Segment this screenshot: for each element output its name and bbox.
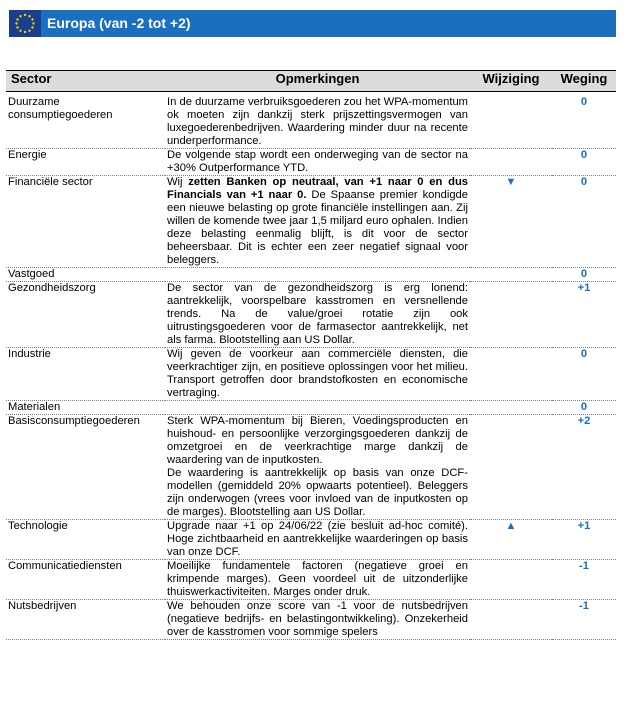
table-row	[6, 415, 616, 520]
change-indicator	[470, 401, 552, 415]
sector-name: Communicatiediensten	[8, 560, 122, 572]
note-paragraph: Sterk WPA-momentum bij Bieren, Voedingsproducten en huishoud- en persoonlijke verzorgingsgoederen dankzij de omzetgroei en de veerkrachtige marge dankzij de waardering van de inputkosten.	[167, 415, 468, 466]
sector-note: Moeilijke fundamentele factoren (negatieve groei en krimpende marges). Geen voordeel uit de uitzonderlijke thuiswerkactiviteiten. Marges onder druk.	[167, 560, 468, 598]
down-arrow-icon: ▼	[505, 176, 517, 188]
sector-note	[165, 415, 470, 520]
column-header-remarks: Opmerkingen	[275, 71, 360, 86]
sector-note: Wij geven de voorkeur aan commerciële diensten, die veerkrachtiger zijn, en positieve oplossingen voor het milieu. Transport getroffen door brandstofkosten en economische vertraging.	[167, 348, 468, 399]
sector-name: Vastgoed	[8, 268, 55, 280]
sector-table	[6, 70, 616, 640]
sector-note: De volgende stap wordt een onderweging van de sector na +30% Outperformance YTD.	[167, 149, 468, 174]
change-indicator	[470, 348, 552, 401]
sector-name: Energie	[8, 149, 47, 161]
note-text: Wij	[167, 176, 189, 188]
table-row	[6, 282, 616, 348]
note-paragraph: De waardering is aantrekkelijk op basis van onze DCF-modellen (gemiddeld 20% opwaarts potentieel). Beleggers zijn onderwogen (vrees voor invloed van de inputkosten op de marges). Blootstelling aan US Dollar.	[167, 467, 468, 518]
weight-value: 0	[580, 176, 588, 188]
sector-note: In de duurzame verbruiksgoederen zou het WPA-momentum ok moeten zijn dankzij sterk prijszettingsvermogen van luxegoederenbedrijven. Waardering minder duur na recente underperformance.	[167, 96, 468, 147]
eu-flag-icon	[9, 10, 41, 37]
sector-note	[165, 268, 470, 282]
change-indicator	[470, 282, 552, 348]
weight-value: +1	[577, 520, 591, 532]
weight-value: 0	[580, 96, 588, 108]
weight-value: 0	[580, 401, 588, 413]
sector-name: Duurzame consumptiegoederen	[8, 96, 113, 121]
column-header-weight: Weging	[560, 71, 608, 86]
table-header-row	[6, 71, 616, 92]
column-header-change: Wijziging	[482, 71, 540, 86]
sector-name: Gezondheidszorg	[8, 282, 96, 294]
up-arrow-icon: ▲	[505, 520, 517, 532]
table-row	[6, 401, 616, 415]
change-indicator	[470, 415, 552, 520]
change-indicator	[470, 268, 552, 282]
table-row	[6, 520, 616, 560]
weight-value: -1	[579, 600, 589, 612]
column-header-sector: Sector	[11, 71, 52, 86]
table-row	[6, 268, 616, 282]
weight-value: 0	[580, 268, 588, 280]
sector-name: Technologie	[8, 520, 68, 532]
weight-value: -1	[579, 560, 589, 572]
sector-name: Materialen	[8, 401, 61, 413]
weight-value: 0	[580, 348, 588, 360]
change-indicator	[470, 96, 552, 149]
weight-value: +1	[577, 282, 591, 294]
sector-name: Industrie	[8, 348, 51, 360]
sector-note	[165, 401, 470, 415]
note-text: De Spaanse premier kondigde een nieuwe belasting op grote financiële instellingen aan. Zij willen de komende twee jaar 1,5 miljard euro ophalen. Indien deze belasting eenmalig blijft, is dit voor de sector beheersbaar. Dit is echter een zeer negatief signaal voor beleggers.	[167, 189, 469, 266]
table-row	[6, 176, 616, 268]
sector-name: Financiële sector	[8, 176, 93, 188]
sector-note: We behouden onze score van -1 voor de nutsbedrijven (negatieve bedrijfs- en belastingontwikkeling). Onzekerheid over de kasstromen voor sommige spelers	[167, 600, 468, 638]
sector-note	[165, 176, 470, 268]
change-indicator	[470, 560, 552, 600]
sector-note: De sector van de gezondheidszorg is erg lonend: aantrekkelijk, voorspelbare kasstromen en versnellende trends. Na de value/groei rotatie zijn ook uitrustingsgoederen voor de farmasector aantrekkelijk, net als farma. Blootstelling aan US Dollar.	[167, 282, 468, 346]
sector-name: Basisconsumptiegoederen	[8, 415, 140, 427]
weight-value: 0	[580, 149, 588, 161]
note-highlight: zetten Banken op neutraal, van +1 naar 0 en dus Financials van +1 naar 0.	[167, 176, 468, 201]
weight-value: +2	[577, 415, 591, 427]
sector-note: Upgrade naar +1 op 24/06/22 (zie besluit ad-hoc comité). Hoge zichtbaarheid en aantrekkelijke waarderingen op basis van onze DCF.	[167, 520, 468, 558]
table-row	[6, 149, 616, 176]
sector-name: Nutsbedrijven	[8, 600, 77, 612]
table-row	[6, 96, 616, 149]
change-indicator	[470, 600, 552, 640]
change-indicator	[470, 149, 552, 176]
table-row	[6, 560, 616, 600]
table-row	[6, 348, 616, 401]
table-row	[6, 600, 616, 640]
page-title: Europa (van -2 tot +2)	[47, 15, 191, 31]
section-banner	[9, 10, 616, 37]
